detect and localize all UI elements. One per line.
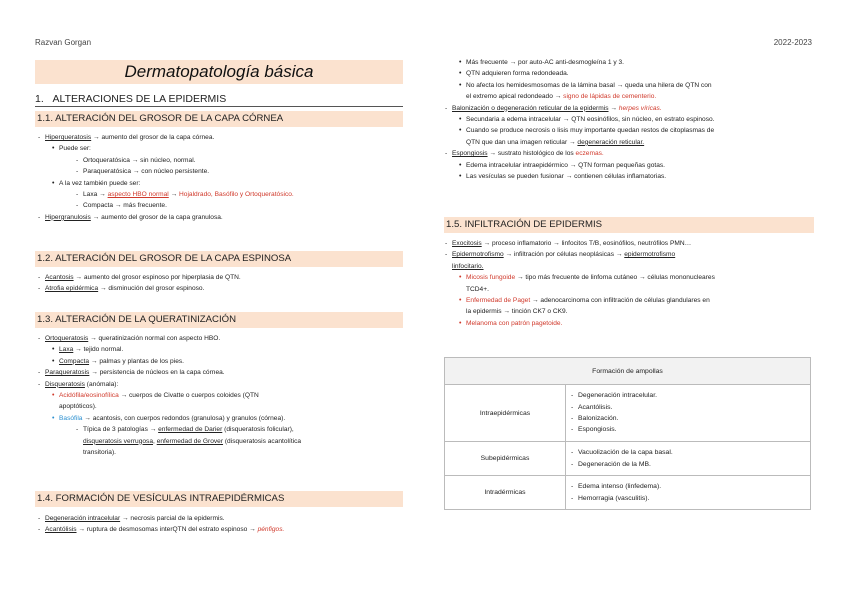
section-number: 1. xyxy=(35,93,44,105)
list-item-continuation xyxy=(452,261,812,272)
table-item: - Espongiosis. xyxy=(578,424,804,435)
list-item xyxy=(45,283,405,294)
text: Secundaria a edema intracelular → QTN eosinófilos, sin núcleo, en estrato espinoso. xyxy=(466,116,715,124)
highlight: Melanoma con patrón pagetoide. xyxy=(466,319,563,327)
term: Espongiosis xyxy=(452,150,488,158)
table-header-row xyxy=(445,358,811,385)
text: Edema intracelular intraepidérmico → QTN forman pequeñas gotas. xyxy=(466,161,666,169)
term: Balonización o degeneración reticular de la epidermis xyxy=(452,104,609,112)
term: Degeneración intracelular xyxy=(45,515,121,522)
list-item xyxy=(452,238,812,249)
list-item xyxy=(45,367,405,378)
text: → aumento del grosor espinoso por hiperplasia de QTN. xyxy=(73,274,241,281)
list-item xyxy=(59,413,405,424)
highlight: Hojaldrado, Basófilo y Ortoqueratósico. xyxy=(179,191,294,199)
table-row-label: Intraepidérmicas xyxy=(445,385,566,442)
term: Disqueratosis xyxy=(45,380,85,388)
table-item: - Balonización. xyxy=(578,413,804,424)
highlight: Acidófila/eosinofílica xyxy=(59,392,119,400)
text: → tejido normal. xyxy=(73,346,124,354)
term: Epidermotrofismo xyxy=(452,251,504,259)
subsection-1-5-body xyxy=(452,238,812,329)
ampollas-table xyxy=(444,357,811,510)
text: → ruptura de desmosomas interQTN del estrato espinoso → xyxy=(76,526,258,534)
text: → aumento del grosor de la capa córnea. xyxy=(91,134,215,141)
table-item: - Vacuolización de la capa basal. xyxy=(578,447,804,458)
highlight: Enfermedad de Paget xyxy=(466,297,531,305)
highlight: aspecto HBO normal xyxy=(107,191,169,199)
table-row-items xyxy=(566,476,811,510)
term: Laxa xyxy=(59,346,74,354)
table-row xyxy=(445,476,811,510)
text: la epidermis → tinción CK7 o CK9. xyxy=(466,308,568,316)
term: Exocitosis xyxy=(452,240,482,247)
highlight: Micosis fungoide xyxy=(466,274,516,282)
text: Cuando se produce necrosis o lisis muy importante quedan restos de citoplasmas de xyxy=(466,127,715,135)
list-item xyxy=(45,513,405,524)
list-item-continuation xyxy=(466,306,812,317)
table-row xyxy=(445,385,811,442)
table-item: - Acantólisis. xyxy=(578,402,804,413)
list-item xyxy=(45,212,405,223)
text: → disminución del grosor espinoso. xyxy=(98,285,205,293)
text: Ortoqueratósica → sin núcleo, normal. xyxy=(83,156,196,164)
list-item xyxy=(466,160,812,171)
term: Hipergranulosis xyxy=(45,213,91,221)
table-row-label: Subepidérmicas xyxy=(445,442,566,476)
table-caption: Formación de ampollas xyxy=(445,358,811,385)
list-item xyxy=(452,148,812,159)
term: Atrofia epidérmica xyxy=(45,285,99,293)
subsection-1-1-heading: 1.1. ALTERACIÓN DEL GROSOR DE LA CAPA CÓRNEA xyxy=(35,111,403,127)
author-name: Razvan Gorgan xyxy=(35,38,92,47)
text: Más frecuente → por auto-AC anti-desmogleína 1 y 3. xyxy=(466,59,624,66)
list-item xyxy=(466,80,812,91)
text: → necrosis parcial de la epidermis. xyxy=(120,515,225,522)
list-item xyxy=(466,272,812,283)
section-title: ALTERACIONES DE LA EPIDERMIS xyxy=(52,93,227,105)
highlight: eczemas. xyxy=(575,150,604,158)
text: Típica de 3 patologías → xyxy=(83,426,159,434)
text: TCD4+. xyxy=(466,285,489,293)
list-item-continuation xyxy=(466,91,812,102)
list-item xyxy=(466,125,812,136)
text: apoptóticos). xyxy=(59,403,97,411)
text: → adenocarcinoma con infiltración de células glandulares en xyxy=(530,297,710,305)
list-item xyxy=(83,424,405,435)
academic-year: 2022-2023 xyxy=(773,38,812,47)
text: el extremo apical redondeado → xyxy=(466,93,564,101)
subsection-1-5-heading: 1.5. INFILTRACIÓN DE EPIDERMIS xyxy=(444,217,814,233)
list-item xyxy=(452,249,812,260)
subsection-1-4-body xyxy=(45,513,405,536)
list-item xyxy=(83,166,405,177)
text: QTN que dan una imagen reticular → xyxy=(466,138,578,146)
table-row-items xyxy=(566,385,811,442)
text: → sustrato histológico de los xyxy=(487,150,576,158)
term: degeneración reticular. xyxy=(577,138,645,146)
list-item xyxy=(466,171,812,182)
list-item xyxy=(466,114,812,125)
text: → xyxy=(608,104,619,112)
subsection-1-3-body xyxy=(45,333,405,458)
highlight: pénfigos. xyxy=(257,526,285,534)
term: Hiperqueratosis xyxy=(45,134,92,141)
list-item xyxy=(45,333,405,344)
term: disqueratosis verrugosa xyxy=(83,437,154,445)
text: Laxa → xyxy=(83,191,108,199)
term: epidermotrofismo xyxy=(624,251,676,259)
term: enfermedad de Grover xyxy=(156,437,224,445)
subsection-1-3-heading: 1.3. ALTERACIÓN DE LA QUERATINIZACIÓN xyxy=(35,312,403,328)
list-item xyxy=(466,295,812,306)
text: A la vez también puede ser: xyxy=(59,179,141,187)
list-item xyxy=(466,57,812,68)
text: Puede ser: xyxy=(59,145,91,153)
list-item xyxy=(45,132,405,143)
text: (disqueratosis acantolítica xyxy=(223,437,302,445)
table-row-items xyxy=(566,442,811,476)
text: No afecta los hemidesmosomas de la lámina basal → queda una hilera de QTN con xyxy=(466,81,712,89)
list-item-continuation xyxy=(59,401,405,412)
subsection-1-1-body xyxy=(45,132,405,223)
list-item xyxy=(466,318,812,329)
text: Compacta → más frecuente. xyxy=(83,202,167,210)
term: Acantosis xyxy=(45,274,74,281)
term: Acantólisis xyxy=(45,526,77,534)
highlight: signo de lápidas de cementerio. xyxy=(563,93,657,101)
text: → aumento del grosor de la capa granulosa. xyxy=(90,213,223,221)
list-item-continuation xyxy=(466,284,812,295)
text: → acantosis, con cuerpos redondos (granulosa) y granulos (córnea). xyxy=(82,414,286,422)
table-item: - Edema intenso (linfedema). xyxy=(578,481,804,492)
right-column-continued xyxy=(452,57,812,182)
term: Compacta xyxy=(59,357,90,365)
table-item: - Degeneración intracelular. xyxy=(578,390,804,401)
list-item xyxy=(45,272,405,283)
table-item: - Degeneración de la MB. xyxy=(578,459,804,470)
list-item-continuation xyxy=(83,436,405,447)
list-item-continuation xyxy=(466,137,812,148)
text: → cuerpos de Civatte o cuerpos coloides (QTN xyxy=(118,392,259,400)
list-item xyxy=(452,103,812,114)
list-item xyxy=(59,143,405,154)
list-item xyxy=(45,379,405,390)
subsection-1-2-heading: 1.2. ALTERACIÓN DEL GROSOR DE LA CAPA ESPINOSA xyxy=(35,251,403,267)
list-item xyxy=(45,524,405,535)
text: → proceso inflamatorio → linfocitos T/B, eosinófilos, neutrófilos PMN… xyxy=(481,240,692,247)
list-item xyxy=(83,200,405,211)
term: enfermedad de Darier xyxy=(158,426,223,434)
list-item xyxy=(83,189,405,200)
subsection-1-4-heading: 1.4. FORMACIÓN DE VESÍCULAS INTRAEPIDÉRMICAS xyxy=(35,491,403,507)
table-row xyxy=(445,442,811,476)
list-item xyxy=(59,178,405,189)
document-title: Dermatopatología básica xyxy=(35,60,403,84)
text: → tipo más frecuente de linfoma cutáneo → células mononucleares xyxy=(515,274,715,282)
list-item xyxy=(59,356,405,367)
highlight: Basófila xyxy=(59,414,83,422)
text: (disqueratosis folicular), xyxy=(222,426,294,434)
text: → persistencia de núcleos en la capa córnea. xyxy=(89,369,225,377)
table-row-label: Intradérmicas xyxy=(445,476,566,510)
text: Las vesículas se pueden fusionar → contienen células inflamatorias. xyxy=(466,173,667,181)
text: → infiltración por células neoplásicas → xyxy=(503,251,625,259)
text: QTN adquieren forma redondeada. xyxy=(466,70,569,78)
table-item: - Hemorragia (vasculitis). xyxy=(578,493,804,504)
text: , xyxy=(153,437,157,445)
text: (anómala): xyxy=(84,380,119,388)
text: → xyxy=(168,191,180,199)
highlight: herpes víricas. xyxy=(618,104,662,112)
subsection-1-2-body xyxy=(45,272,405,295)
term: Ortoqueratosis xyxy=(45,335,89,342)
text: → queratinización normal con aspecto HBO. xyxy=(88,335,221,342)
list-item xyxy=(83,155,405,166)
list-item-continuation xyxy=(83,447,405,458)
section-1-heading xyxy=(35,92,403,107)
text: → palmas y plantas de los pies. xyxy=(89,357,184,365)
list-item xyxy=(59,390,405,401)
term: linfocitario. xyxy=(452,262,484,270)
text: transitoria). xyxy=(83,449,116,457)
list-item xyxy=(466,68,812,79)
term: Paraqueratosis xyxy=(45,369,90,377)
text: Paraqueratósica → con núcleo persistente. xyxy=(83,168,210,176)
list-item xyxy=(59,344,405,355)
